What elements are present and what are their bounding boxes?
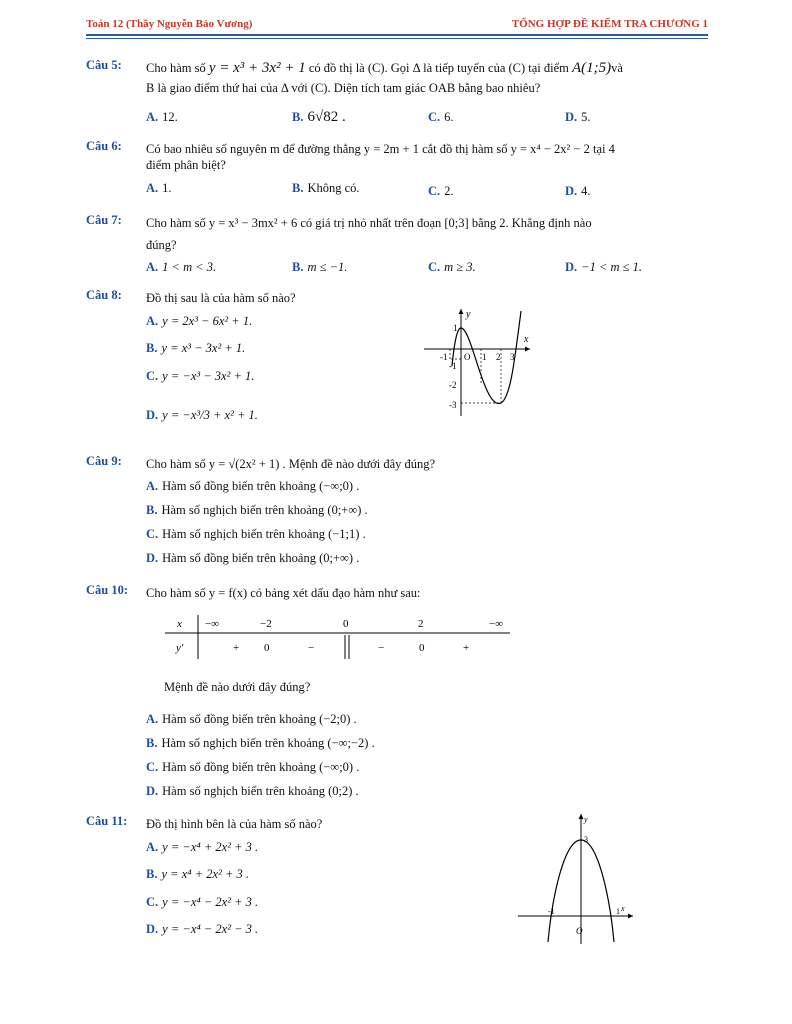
q5-text-b: có đồ thị là (C). Gọi Δ là tiếp tuyến của (C) tại điểm bbox=[308, 61, 569, 75]
option-c[interactable]: C. Hàm số nghịch biến trên khoảng (−1;1) . bbox=[146, 527, 366, 541]
x-tick: -1 bbox=[548, 907, 555, 916]
question-label: Câu 6: bbox=[86, 139, 122, 153]
question-text bbox=[146, 139, 708, 175]
table-x-value: 2 bbox=[418, 618, 424, 630]
option-b[interactable]: B. Hàm số nghịch biến trên khoảng (0;+∞) . bbox=[146, 503, 368, 517]
question-6 bbox=[86, 139, 708, 199]
table-y-label: y' bbox=[176, 642, 184, 654]
q7-line1: Cho hàm số y = x³ − 3mx² + 6 có giá trị nhỏ nhất trên đoạn [0;3] bằng 2. Khẳng định nào bbox=[146, 216, 592, 230]
header-left-title: Toán 12 (Thầy Nguyễn Bảo Vương) bbox=[86, 18, 253, 30]
q6-line1: Có bao nhiêu số nguyên m để đường thẳng y = 2m + 1 cắt đồ thị hàm số y = x⁴ − 2x² − 2 tại 4 bbox=[146, 142, 615, 156]
q7-line2: đúng? bbox=[146, 238, 177, 252]
header-rule-thin bbox=[86, 38, 708, 39]
sign-table bbox=[165, 613, 510, 663]
table-y-value: + bbox=[233, 642, 240, 654]
y-tick: -1 bbox=[449, 361, 457, 371]
option-d[interactable]: D. 4. bbox=[565, 184, 591, 198]
y-label: y bbox=[466, 309, 471, 320]
q5-text-a: Cho hàm số bbox=[146, 61, 206, 75]
x-tick: 1 bbox=[482, 352, 487, 362]
option-b[interactable]: B. Không có. bbox=[292, 181, 360, 195]
question-7 bbox=[86, 213, 708, 273]
q5-equation: y = x³ + 3x² + 1 bbox=[208, 60, 306, 76]
option-a[interactable]: A. y = −x⁴ + 2x² + 3 . bbox=[146, 840, 259, 854]
table-x-value: −2 bbox=[260, 618, 272, 630]
option-d[interactable]: D. −1 < m ≤ 1. bbox=[565, 260, 643, 274]
table-x-value: 0 bbox=[343, 618, 349, 630]
q10-question: Mệnh đề nào dưới đây đúng? bbox=[164, 680, 311, 694]
y-tick: 3 bbox=[584, 835, 588, 844]
q8-line1: Đồ thị sau là của hàm số nào? bbox=[146, 291, 296, 305]
option-c[interactable]: C. Hàm số đồng biến trên khoảng (−∞;0) . bbox=[146, 760, 360, 774]
x-label: x bbox=[621, 904, 625, 913]
question-11 bbox=[86, 814, 708, 944]
question-text bbox=[146, 288, 708, 308]
header-rule bbox=[86, 34, 708, 36]
q5-text-c: và bbox=[611, 61, 623, 75]
option-c[interactable]: C. 2. bbox=[428, 184, 454, 198]
option-d[interactable]: D. y = −x³/3 + x² + 1. bbox=[146, 408, 258, 422]
table-y-value: − bbox=[308, 642, 315, 654]
q5-point: A(1;5) bbox=[572, 60, 612, 76]
y-tick: -3 bbox=[449, 400, 457, 410]
option-d[interactable]: D. y = −x⁴ − 2x² − 3 . bbox=[146, 922, 259, 936]
question-10-choices bbox=[86, 678, 708, 808]
q5-line2: B là giao điểm thứ hai của Δ với (C). Diện tích tam giác OAB bằng bao nhiêu? bbox=[146, 81, 541, 95]
table-x-value: −∞ bbox=[205, 618, 220, 630]
table-y-value: 0 bbox=[264, 642, 270, 654]
option-a[interactable]: A. 1 < m < 3. bbox=[146, 260, 217, 274]
question-label: Câu 8: bbox=[86, 288, 122, 302]
option-a[interactable]: A. 1. bbox=[146, 181, 172, 195]
question-label: Câu 11: bbox=[86, 814, 128, 828]
q11-line1: Đồ thị hình bên là của hàm số nào? bbox=[146, 817, 323, 831]
table-y-value: 0 bbox=[419, 642, 425, 654]
q11-graph bbox=[518, 808, 638, 946]
question-label: Câu 5: bbox=[86, 58, 122, 72]
x-axis-arrow-icon bbox=[525, 347, 530, 352]
option-b[interactable]: B. y = x³ − 3x² + 1. bbox=[146, 341, 246, 355]
option-a[interactable]: A. y = 2x³ − 6x² + 1. bbox=[146, 314, 253, 328]
question-text bbox=[146, 213, 708, 255]
table-y-value: + bbox=[463, 642, 470, 654]
option-b[interactable]: B. m ≤ −1. bbox=[292, 260, 348, 274]
option-a[interactable]: A. Hàm số đồng biến trên khoảng (−2;0) . bbox=[146, 712, 357, 726]
option-c[interactable]: C. y = −x⁴ − 2x² + 3 . bbox=[146, 895, 259, 909]
table-x-value: −∞ bbox=[489, 618, 504, 630]
question-5 bbox=[86, 58, 708, 128]
q10-line1: Cho hàm số y = f(x) có bảng xét dấu đạo hàm như sau: bbox=[146, 586, 421, 600]
q6-line2: điểm phân biệt? bbox=[146, 158, 226, 172]
question-text bbox=[146, 58, 708, 98]
y-axis-arrow-icon bbox=[579, 814, 584, 819]
origin-label: O bbox=[576, 926, 583, 936]
origin-label: O bbox=[464, 352, 471, 362]
option-b[interactable]: B. Hàm số nghịch biến trên khoảng (−∞;−2) . bbox=[146, 736, 375, 750]
question-label: Câu 7: bbox=[86, 213, 122, 227]
option-b[interactable]: B. y = x⁴ + 2x² + 3 . bbox=[146, 867, 250, 881]
y-label: y bbox=[584, 815, 588, 824]
option-d[interactable]: D. 5. bbox=[565, 110, 591, 124]
header-right-title: TỔNG HỢP ĐỀ KIỂM TRA CHƯƠNG 1 bbox=[511, 18, 708, 30]
option-c[interactable]: C. m ≥ 3. bbox=[428, 260, 476, 274]
option-a[interactable]: A. 12. bbox=[146, 110, 178, 124]
option-d[interactable]: D. Hàm số đồng biến trên khoảng (0;+∞) . bbox=[146, 551, 360, 565]
x-axis-arrow-icon bbox=[628, 914, 633, 919]
y-axis-arrow-icon bbox=[459, 309, 464, 314]
option-a[interactable]: A. Hàm số đồng biến trên khoảng (−∞;0) . bbox=[146, 479, 360, 493]
x-tick: -1 bbox=[440, 352, 448, 362]
question-label: Câu 10: bbox=[86, 583, 129, 597]
option-c[interactable]: C. 6. bbox=[428, 110, 454, 124]
question-9 bbox=[86, 454, 708, 574]
option-d[interactable]: D. Hàm số nghịch biến trên khoảng (0;2) . bbox=[146, 784, 359, 798]
question-text bbox=[146, 454, 708, 474]
question-label: Câu 9: bbox=[86, 454, 122, 468]
option-b[interactable]: B. 6√82 . bbox=[292, 109, 346, 125]
question-8 bbox=[86, 288, 708, 433]
table-x-label: x bbox=[177, 618, 182, 630]
option-c[interactable]: C. y = −x³ − 3x² + 1. bbox=[146, 369, 255, 383]
q8-graph bbox=[424, 306, 534, 418]
y-tick: -2 bbox=[449, 380, 457, 390]
x-label: x bbox=[524, 334, 529, 345]
x-tick: 3 bbox=[510, 352, 515, 362]
table-y-value: − bbox=[378, 642, 385, 654]
q9-line1: Cho hàm số y = √(2x² + 1) . Mệnh đề nào dưới đây đúng? bbox=[146, 457, 436, 471]
y-tick: 1 bbox=[453, 323, 458, 333]
x-tick: 1 bbox=[616, 907, 620, 916]
x-tick: 2 bbox=[496, 352, 501, 362]
question-text bbox=[146, 583, 708, 603]
